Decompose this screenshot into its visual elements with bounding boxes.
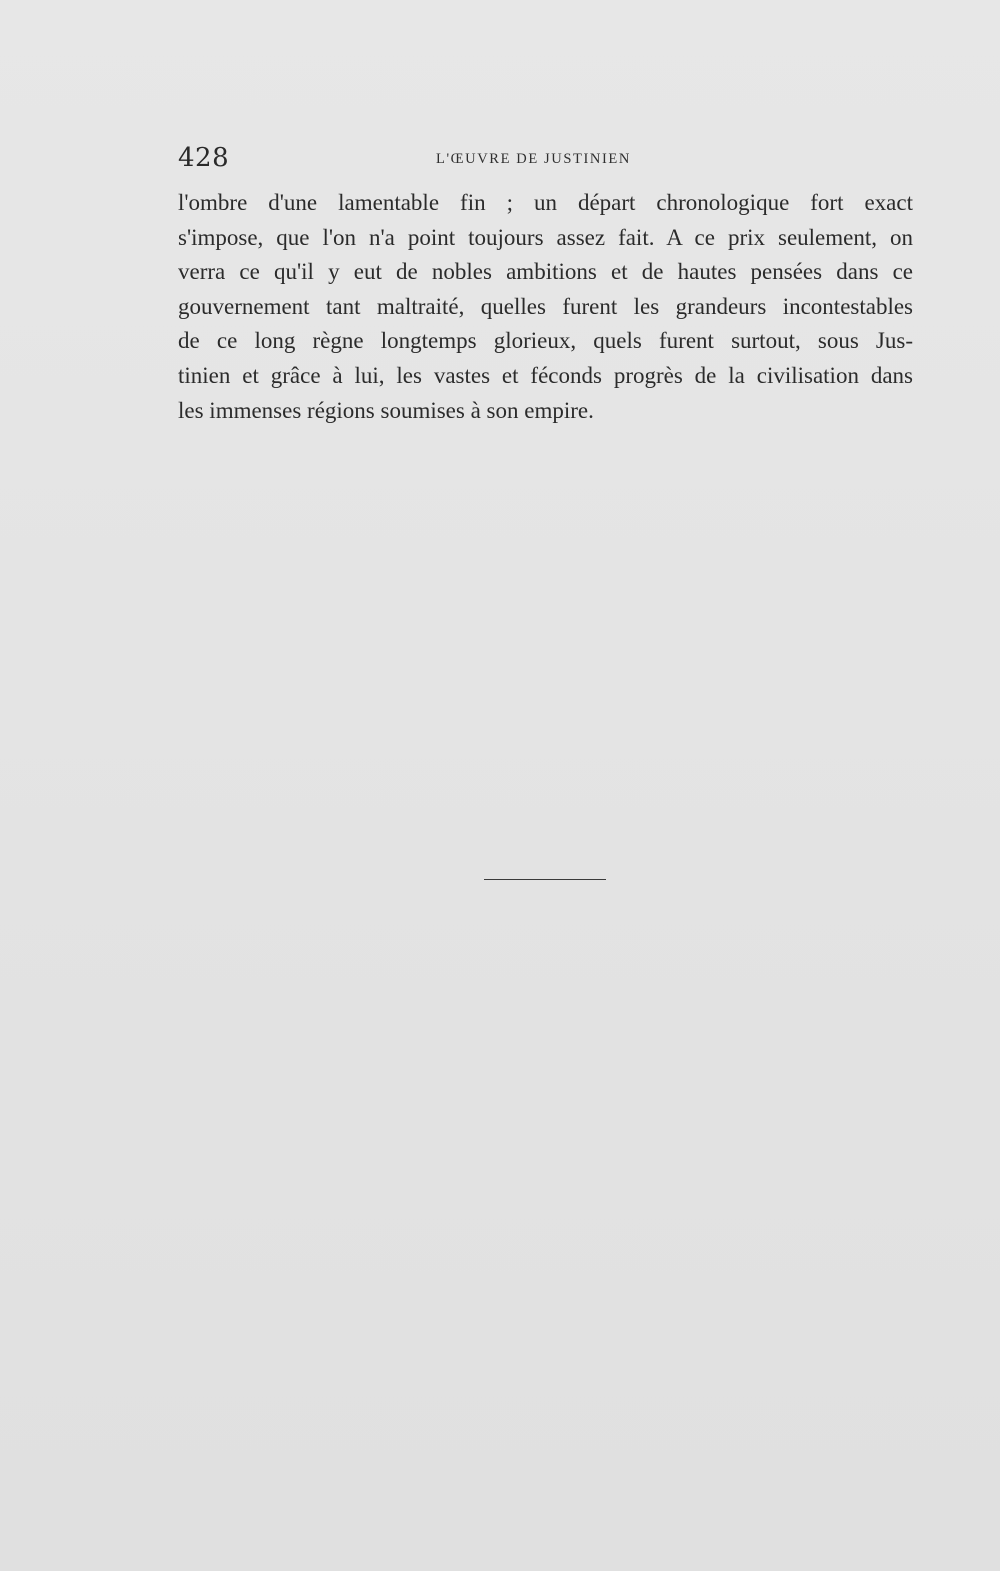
text-line: tinien et grâce à lui, les vastes et féconds progrès de la civilisation dans	[178, 362, 913, 388]
text-line: gouvernement tant maltraité, quelles furent les grandeurs incontestables	[178, 293, 913, 319]
running-head: L'ŒUVRE DE JUSTINIEN	[436, 151, 631, 167]
text-line: s'impose, que l'on n'a point toujours assez fait. A ce prix seulement, on	[178, 224, 913, 250]
section-end-rule	[484, 879, 606, 880]
text-line: l'ombre d'une lamentable fin ; un départ chronologique fort exact	[178, 190, 913, 215]
text-line: les immenses régions soumises à son empire.	[178, 397, 594, 423]
text-line: verra ce qu'il y eut de nobles ambitions et de hautes pensées dans ce	[178, 259, 913, 285]
page-number: 428	[178, 143, 230, 173]
page-header	[178, 143, 913, 177]
text-line: de ce long règne longtemps glorieux, quels furent surtout, sous Jus-	[178, 328, 913, 354]
body-paragraph	[178, 186, 913, 428]
